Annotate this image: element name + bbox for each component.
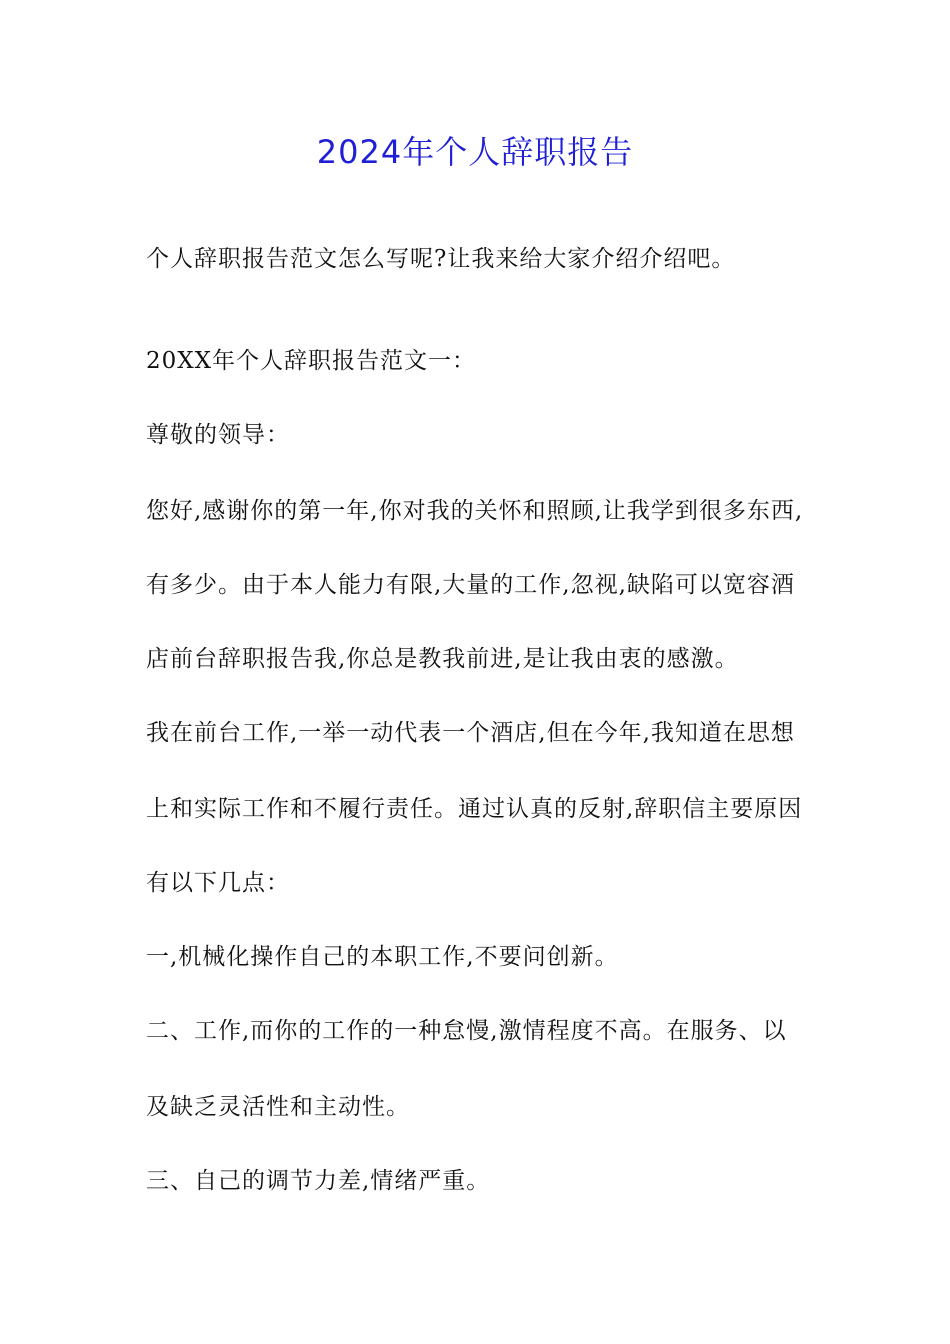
body-line: 及缺乏灵活性和主动性。 <box>146 1094 410 1120</box>
body-line: 三、自己的调节力差,情绪严重。 <box>146 1168 491 1194</box>
document-title: 2024年个人辞职报告 <box>316 133 634 171</box>
body-line: 店前台辞职报告我,你总是教我前进,是让我由衷的感激。 <box>146 646 739 672</box>
body-line: 个人辞职报告范文怎么写呢?让我来给大家介绍介绍吧。 <box>146 246 736 272</box>
body-line: 有多少。由于本人能力有限,大量的工作,忽视,缺陷可以宽容酒 <box>146 572 795 598</box>
body-line: 二、工作,而你的工作的一种怠慢,激情程度不高。在服务、以 <box>146 1018 787 1044</box>
body-line: 上和实际工作和不履行责任。通过认真的反射,辞职信主要原因 <box>146 796 803 822</box>
body-line: 尊敬的领导： <box>146 422 290 448</box>
body-line: 20XX年个人辞职报告范文一： <box>146 348 477 374</box>
body-line: 我在前台工作,一举一动代表一个酒店,但在今年,我知道在思想 <box>146 720 795 746</box>
body-line: 一,机械化操作自己的本职工作,不要问创新。 <box>146 944 619 970</box>
body-line: 有以下几点： <box>146 870 290 896</box>
body-line: 您好,感谢你的第一年,你对我的关怀和照顾,让我学到很多东西, <box>146 498 804 524</box>
